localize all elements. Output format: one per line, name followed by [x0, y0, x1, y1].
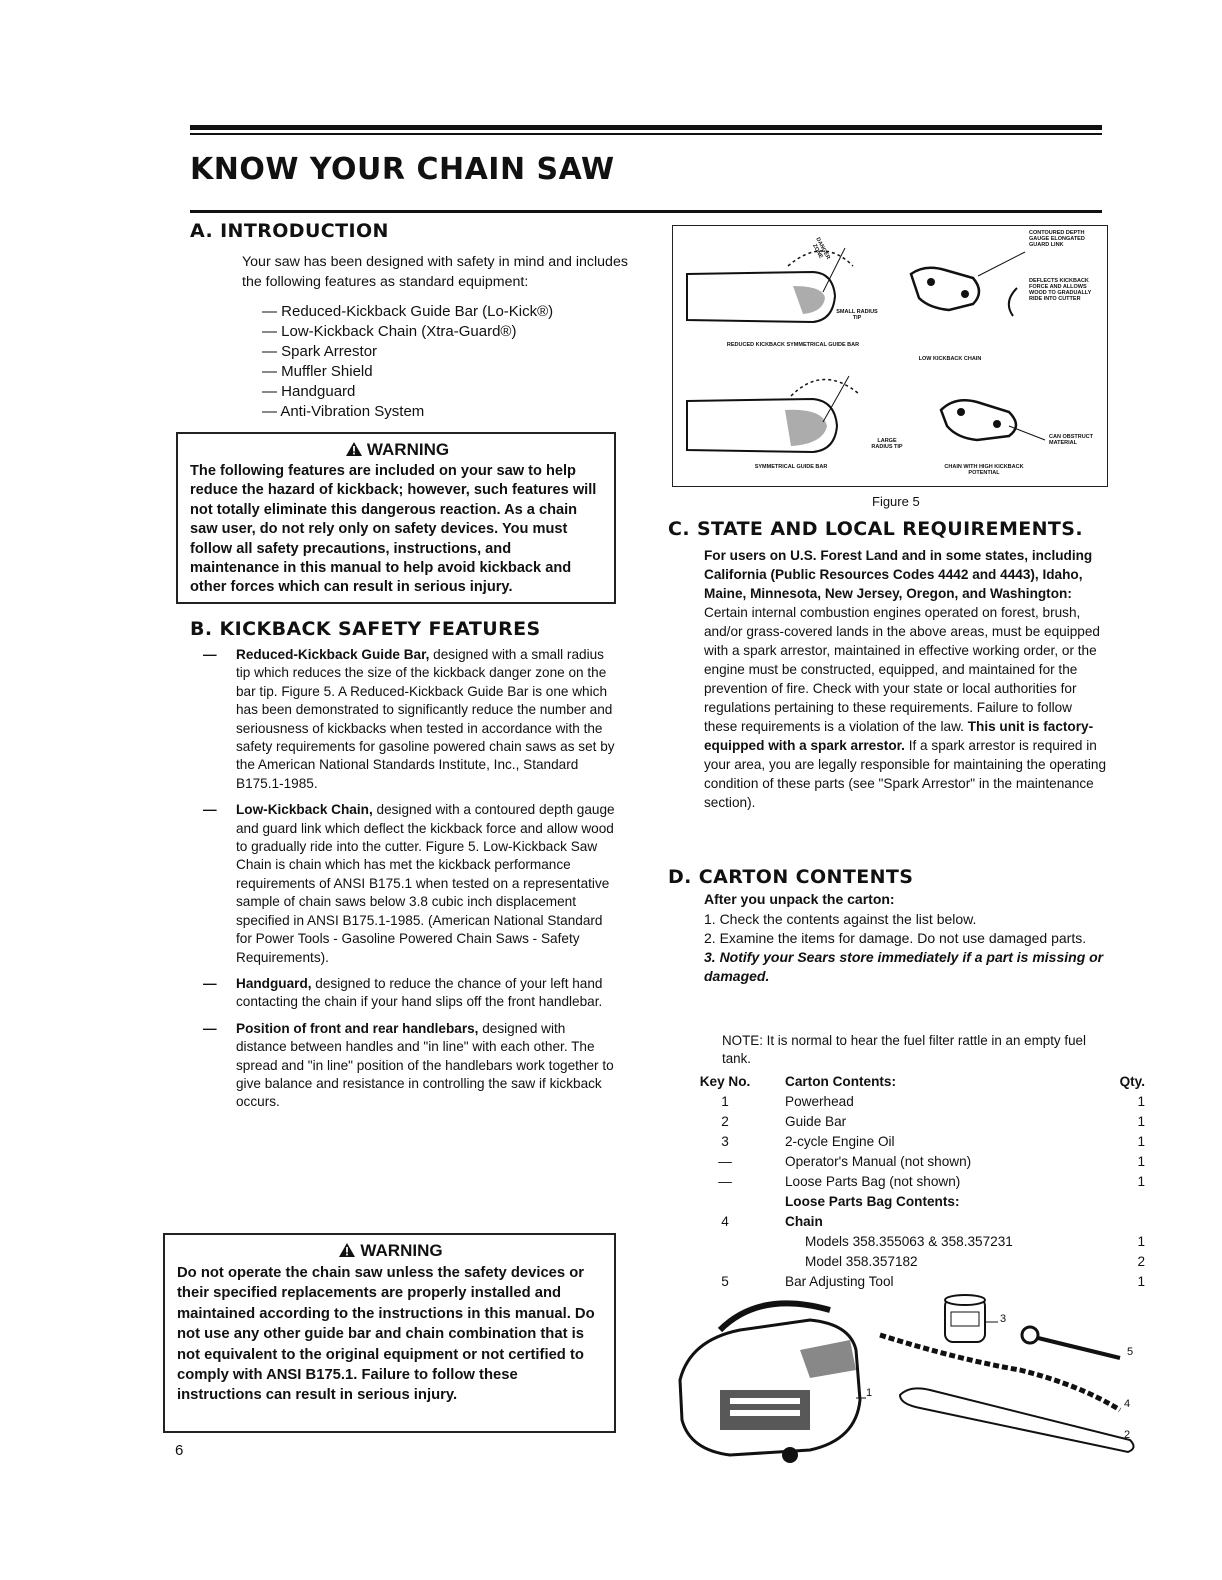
kickback-feature-item: — Position of front and rear handlebars, designed with distance between handles and "in line" with each other. The spread and "in line" position of the handlebars work together to give balance and resistance in controlling the saw if kickback occurs.: [203, 1020, 614, 1110]
feature-item: — Muffler Shield: [262, 363, 373, 380]
carton-step: 3. Notify your Sears store immediately if a part is missing or damaged.: [704, 949, 1104, 984]
col-qty-header: Qty.: [1119, 1074, 1145, 1089]
can-obstruct-label: CAN OBSTRUCT MATERIAL: [1049, 434, 1093, 446]
carton-heading: D. CARTON CONTENTS: [668, 866, 914, 888]
callout-2: 2: [1124, 1429, 1131, 1441]
row-qty: 2: [1137, 1254, 1145, 1269]
feature-desc: designed with a small radius tip which reduces the size of the kickback danger zone on the bar tip. Figure 5. A Reduced-Kickback Guide Bar is one which has been demonstrated to significantly reduce the number and seriousness of kickbacks when tested in accordance with the safety requirements for gasoline powered chain saws as set by the American National Standards Institute, Inc., Standard B175.1-1985.: [236, 647, 615, 791]
page-title: KNOW YOUR CHAIN SAW: [190, 152, 615, 187]
warning-heading-2: [177, 1241, 604, 1261]
danger-zone-label: DANGER ZONE: [811, 236, 831, 261]
feature-item: — Anti-Vibration System: [262, 403, 425, 420]
callout-4: 4: [1124, 1398, 1131, 1410]
callout-3: 3: [1000, 1313, 1007, 1325]
row-key: 3: [721, 1134, 729, 1149]
figure-5: [672, 225, 1108, 487]
feature-item: — Reduced-Kickback Guide Bar (Lo-Kick®): [262, 303, 554, 320]
low-kickback-chain-label: LOW KICKBACK CHAIN: [918, 356, 982, 362]
table-row: [693, 1134, 1145, 1154]
warning-triangle-icon: [338, 1242, 356, 1258]
contoured-gauge-label: CONTOURED DEPTH GAUGE ELONGATED GUARD LINK: [1029, 230, 1085, 248]
state-body-text-2: If a spark arrestor is required in your area, you are legally responsible for maintaining the operating condition of these parts (see "Spark Arrestor" in the maintenance section).: [704, 738, 1107, 810]
feature-item: — Handguard: [262, 383, 356, 400]
kickback-feature-item: — Reduced-Kickback Guide Bar, designed with a small radius tip which reduces the size of the kickback danger zone on the bar tip. Figure 5. A Reduced-Kickback Guide Bar is one which has been demonstrated to significantly reduce the number and seriousness of kickbacks when tested in accordance with the safety requirements for gasoline powered chain saws as set by the American National Standards Institute, Inc., Standard B175.1-1985.: [203, 647, 615, 791]
table-row: [693, 1214, 1145, 1234]
row-qty: 1: [1137, 1094, 1145, 1109]
carton-step: 1. Check the contents against the list below.: [704, 911, 977, 927]
warning-box-2: [163, 1233, 616, 1433]
carton-note: NOTE: It is normal to hear the fuel filter rattle in an empty fuel tank.: [722, 1033, 1086, 1066]
carton-contents-table: [693, 1074, 1145, 1294]
callout-5: 5: [1127, 1346, 1134, 1358]
carton-step: 2. Examine the items for damage. Do not use damaged parts.: [704, 930, 1087, 946]
state-body-text: Certain internal combustion engines operated on forest, brush, and/or grass-covered lands in the above areas, must be equipped with a spark arrestor, maintained in effective working order, or the engine must be constructed, equipped, and maintained for the prevention of fire. Check with your state or local authorities for regulations pertaining to these requirements. Failure to follow these requirements is a violation of the law.: [704, 605, 1100, 734]
feature-desc: designed with a contoured depth gauge and guard link which deflect the kickback force and allow wood to gradually ride into the cutter. Figure 5. Low-Kickback Saw Chain is chain which has met the kickback performance requirements of ANSI B175.1 when tested on a representative sample of chain saws below 3.8 cubic inch displacement specified in ANSI B175.1-1985. (American National Standard for Power Tools - Gasoline Powered Chain Saws - Safety Requirements).: [236, 802, 615, 965]
title-rule: [190, 210, 1102, 213]
row-key: 2: [721, 1114, 729, 1129]
intro-text: Your saw has been designed with safety in mind and includes the following features as standard equipment:: [242, 254, 628, 290]
warning-box-1: [176, 432, 616, 604]
carton-contents-illustration: [660, 1290, 1140, 1490]
row-key: 1: [721, 1094, 729, 1109]
row-item: Model 358.357182: [805, 1254, 918, 1269]
high-chain-label: CHAIN WITH HIGH KICKBACK POTENTIAL: [944, 464, 1024, 476]
state-text: [704, 546, 1108, 812]
figure-caption: Figure 5: [872, 494, 920, 509]
small-radius-tip-label: SMALL RADIUS TIP: [836, 309, 878, 321]
symmetrical-bar-label: SYMMETRICAL GUIDE BAR: [754, 464, 828, 470]
table-row: [693, 1254, 1145, 1274]
feature-term: Reduced-Kickback Guide Bar,: [236, 647, 430, 662]
warning-text-1: The following features are included on your saw to help reduce the hazard of kickback; however, such features will not totally eliminate this dangerous reaction. As a chain saw user, do not rely only on safety devices. You must follow all safety precautions, instructions, and maintenance in this manual to help avoid kickback and other forces which can result in serious injury.: [190, 463, 597, 596]
row-item: Models 358.355063 & 358.357231: [805, 1234, 1013, 1249]
low-kickback-chain-link: [911, 268, 979, 310]
row-key: 5: [721, 1274, 729, 1289]
page-number: 6: [175, 1442, 184, 1459]
feature-list: [262, 302, 642, 422]
danger-zone-arc-2: [791, 379, 859, 396]
kickback-heading: B. KICKBACK SAFETY FEATURES: [190, 618, 541, 640]
row-key: —: [718, 1174, 732, 1189]
feature-term: Handguard,: [236, 975, 312, 991]
table-row: [693, 1194, 1145, 1214]
carton-subheading: After you unpack the carton:: [704, 891, 895, 907]
row-item: Operator's Manual (not shown): [785, 1154, 972, 1169]
callout-1: 1: [866, 1387, 873, 1399]
row-item: Guide Bar: [785, 1114, 847, 1129]
table-row: [693, 1154, 1145, 1174]
row-qty: 1: [1137, 1114, 1145, 1129]
bar-adjusting-tool-drawing: [1022, 1327, 1120, 1358]
row-item: Chain: [785, 1214, 823, 1229]
warning-triangle-icon: [345, 441, 363, 457]
reduced-bar-label: REDUCED KICKBACK SYMMETRICAL GUIDE BAR: [726, 342, 860, 348]
kickback-feature-item: — Low-Kickback Chain, designed with a contoured depth gauge and guard link which deflect the kickback force and allow wood to gradually ride into the cutter. Figure 5. Low-Kickback Saw Chain is chain which has met the kickback performance requirements of ANSI B175.1 when tested on a representative sample of chain saws below 3.8 cubic inch displacement specified in ANSI B175.1-1985. (American National Standard for Power Tools - Gasoline Powered Chain Saws - Safety Requirements).: [203, 802, 615, 965]
deflects-label: DEFLECTS KICKBACK FORCE AND ALLOWS WOOD TO GRADUALLY RIDE INTO CUTTER: [1029, 278, 1092, 302]
loose-parts-heading: Loose Parts Bag Contents:: [785, 1194, 960, 1209]
row-qty: 1: [1137, 1174, 1145, 1189]
row-item: 2-cycle Engine Oil: [785, 1134, 895, 1149]
row-qty: 1: [1137, 1234, 1145, 1249]
table-row: [693, 1094, 1145, 1114]
top-rule-thin: [190, 133, 1102, 135]
col-key-header: Key No.: [699, 1074, 751, 1089]
row-qty: 1: [1137, 1134, 1145, 1149]
large-radius-tip-label: LARGE RADIUS TIP: [871, 438, 903, 450]
table-row: [693, 1114, 1145, 1134]
warning-text-2: Do not operate the chain saw unless the safety devices or their specified replacements are properly installed and maintained according to the instructions in this manual. Do not use any other guide bar and chain combination that is not equivalent to the original equipment or not certified to comply with ANSI B175.1. Failure to follow these instructions can result in serious injury.: [177, 1265, 595, 1404]
table-row: [693, 1234, 1145, 1254]
warning-label: WARNING: [366, 440, 450, 459]
row-qty: 1: [1137, 1154, 1145, 1169]
table-header-row: [693, 1074, 1145, 1094]
feature-item: — Spark Arrestor: [262, 343, 378, 360]
high-kickback-chain-link: [941, 400, 1016, 440]
row-key: —: [718, 1154, 732, 1169]
feature-term: Low-Kickback Chain,: [236, 802, 373, 818]
feature-desc: designed to reduce the chance of your left hand contacting the chain if your hand slips off the front handlebar.: [236, 975, 603, 1010]
table-row: [693, 1174, 1145, 1194]
kickback-features-list: [203, 646, 616, 1120]
feature-term: Position of front and rear handlebars,: [236, 1020, 479, 1036]
state-bold-text-2: This unit is factory-equipped with a spark arrestor.: [704, 719, 1094, 753]
state-bold-text: For users on U.S. Forest Land and in some states, including California (Public Resources Codes 4442 and 4443), Idaho, Maine, Minnesota, New Jersey, Oregon, and Washington:: [704, 548, 1093, 601]
col-contents-header: Carton Contents:: [785, 1074, 897, 1089]
intro-heading: A. INTRODUCTION: [190, 220, 389, 242]
row-key: 4: [721, 1214, 729, 1229]
row-item: Loose Parts Bag (not shown): [785, 1174, 961, 1189]
kickback-feature-item: — Handguard, designed to reduce the chance of your left hand contacting the chain if your hand slips off the front handlebar.: [203, 975, 603, 1010]
state-heading: C. STATE AND LOCAL REQUIREMENTS.: [668, 518, 1083, 540]
engine-oil-can-drawing: [945, 1295, 985, 1342]
warning-heading-1: [190, 440, 604, 460]
row-qty: 1: [1137, 1274, 1145, 1289]
warning-label: WARNING: [360, 1241, 443, 1260]
feature-item: — Low-Kickback Chain (Xtra-Guard®): [262, 323, 517, 340]
top-rule: [190, 125, 1102, 130]
carton-steps: [704, 910, 1116, 986]
feature-desc: designed with distance between handles and "in line" with each other. The spread and "in line" position of the handlebars work together to give balance and resistance in controlling the saw if kickback occurs.: [236, 1020, 614, 1110]
row-item: Bar Adjusting Tool: [785, 1274, 894, 1289]
powerhead-drawing: [680, 1303, 860, 1463]
row-item: Powerhead: [785, 1094, 854, 1109]
